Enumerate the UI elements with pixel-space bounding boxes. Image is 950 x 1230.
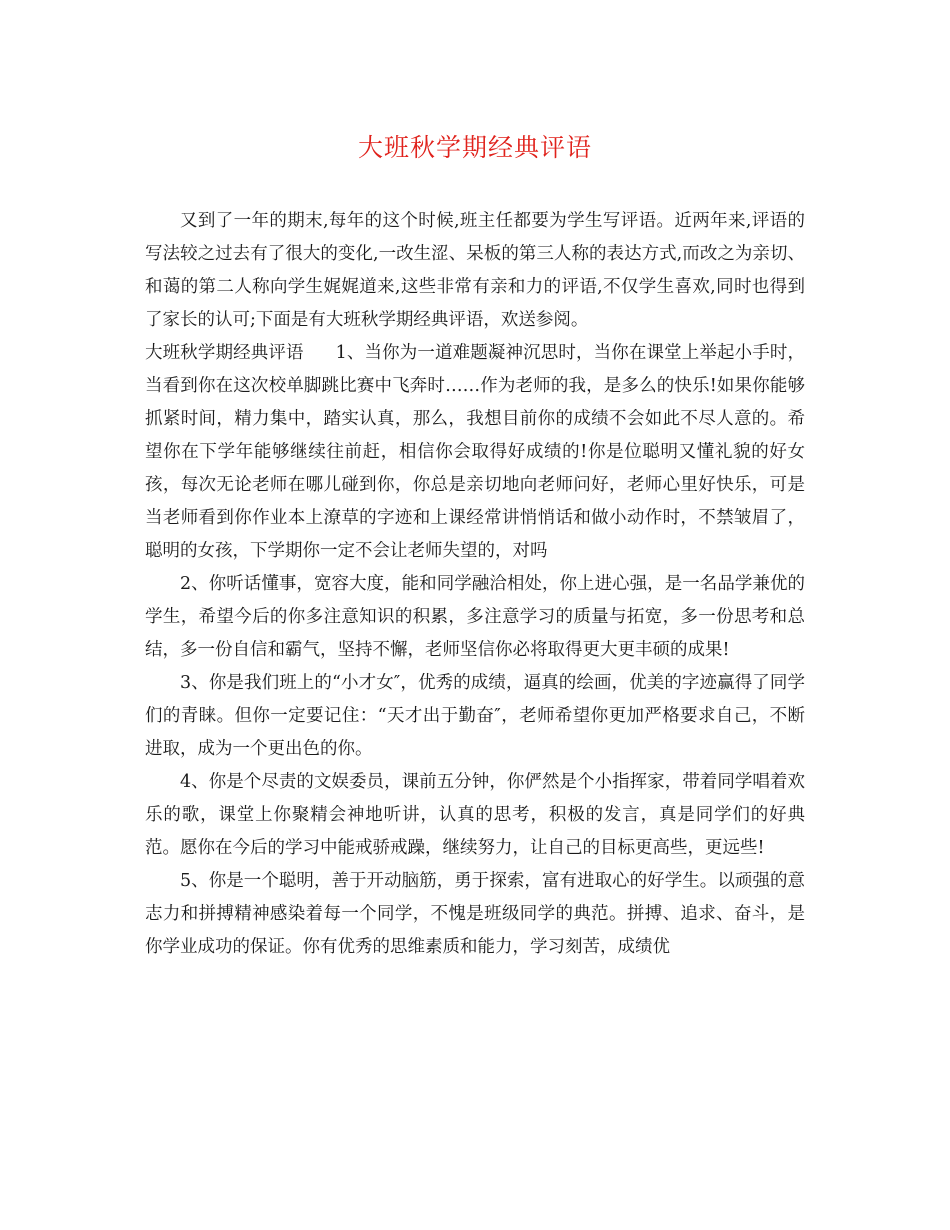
item-4-paragraph: 4、你是个尽责的文娱委员，课前五分钟，你俨然是个小指挥家，带着同学唱着欢乐的歌，课堂上你聚精会神地听讲，认真的思考，积极的发言，真是同学们的好典范。愿你在今后的学习中能戒骄戒躁，继续努力，让自己的目标更高些，更远些!	[145, 772, 805, 858]
item-1-paragraph	[145, 337, 805, 568]
item-3-paragraph: 3、你是我们班上的“小才女″，优秀的成绩，逼真的绘画，优美的字迹赢得了同学们的青睐。但你一定要记住：“天才出于勤奋″，老师希望你更加严格要求自己，不断进取，成为一个更出色的你。	[145, 673, 805, 759]
item-1-text: 1、当你为一道难题凝神沉思时，当你在课堂上举起小手时，当看到你在这次校单脚跳比赛中飞奔时……作为老师的我，是多么的快乐!如果你能够抓紧时间，精力集中，踏实认真，那么，我想目前你的成绩不会如此不尽人意的。希望你在下学年能够继续往前赶，相信你会取得好成绩的!你是位聪明又懂礼貌的好女孩，每次无论老师在哪儿碰到你，你总是亲切地向老师问好，老师心里好快乐，可是当老师看到你作业本上潦草的字迹和上课经常讲悄悄话和做小动作时，不禁皱眉了，聪明的女孩，下学期你一定不会让老师失望的，对吗	[145, 343, 805, 561]
document-title: 大班秋学期经典评语	[357, 133, 592, 162]
item-2-paragraph: 2、你听话懂事，宽容大度，能和同学融洽相处，你上进心强，是一名品学兼优的学生，希望今后的你多注意知识的积累，多注意学习的质量与拓宽，多一份思考和总结，多一份自信和霸气，坚持不懈，老师坚信你必将取得更大更丰硕的成果!	[145, 574, 805, 660]
section-label: 大班秋学期经典评语	[145, 343, 304, 363]
intro-paragraph: 又到了一年的期末,每年的这个时候,班主任都要为学生写评语。近两年来,评语的写法较之过去有了很大的变化,一改生涩、呆板的第三人称的表达方式,而改之为亲切、和蔼的第二人称向学生娓娓道来,这些非常有亲和力的评语,不仅学生喜欢,同时也得到了家长的认可;下面是有大班秋学期经典评语，欢送参阅。	[145, 211, 805, 330]
document-body	[145, 205, 805, 964]
item-5-paragraph: 5、你是一个聪明，善于开动脑筋，勇于探索，富有进取心的好学生。以顽强的意志力和拼搏精神感染着每一个同学，不愧是班级同学的典范。拼搏、追求、奋斗，是你学业成功的保证。你有优秀的思维素质和能力，学习刻苦，成绩优	[145, 871, 805, 957]
